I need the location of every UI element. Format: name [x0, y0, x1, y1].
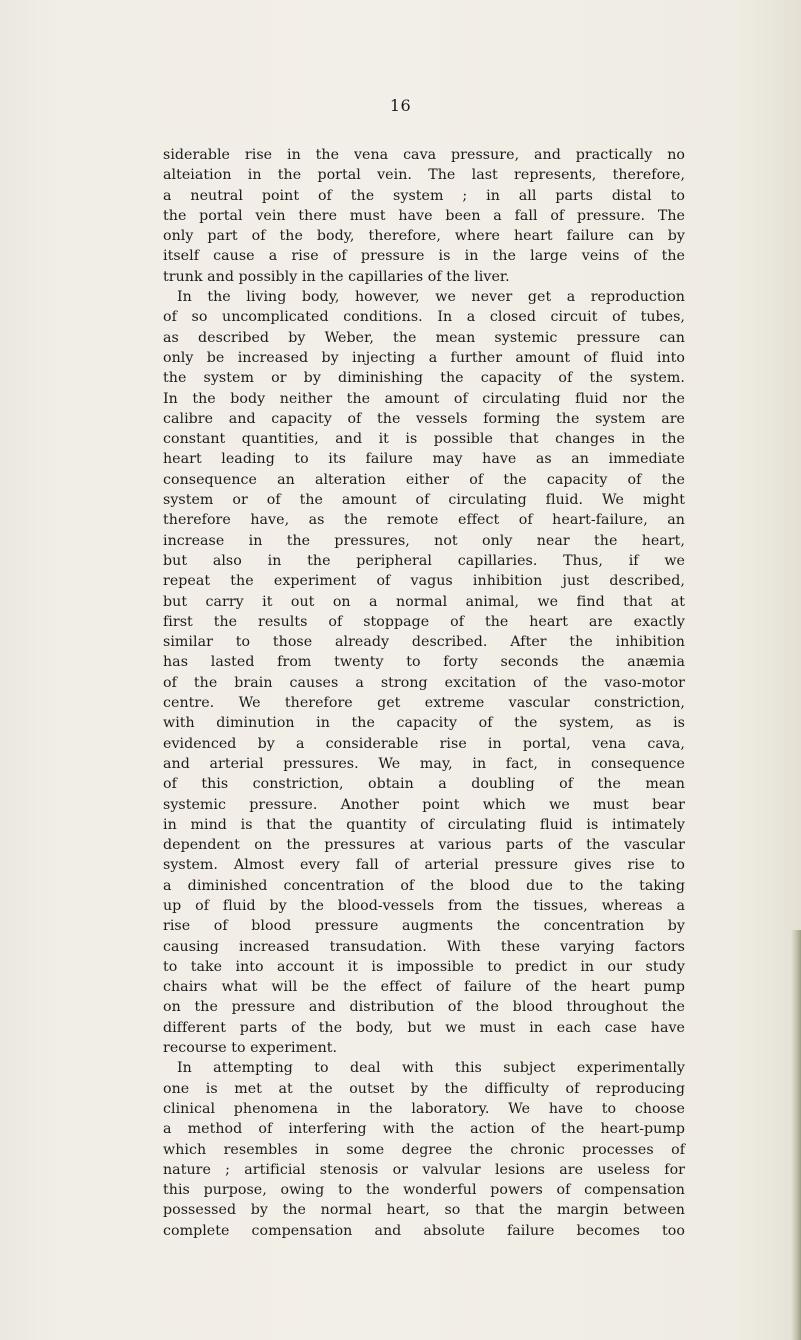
text-line: only part of the body, therefore, where heart failure can by	[163, 228, 685, 245]
text-line: a neutral point of the system ; in all parts distal to	[163, 187, 685, 204]
text-line: up of fluid by the blood-vessels from the tissues, whereas a	[163, 897, 685, 914]
text-line: to take into account it is impossible to predict in our study	[163, 958, 685, 975]
text-line: as described by Weber, the mean systemic pressure can	[163, 329, 685, 346]
text-line: a diminished concentration of the blood due to the taking	[163, 877, 685, 894]
text-line: and arterial pressures. We may, in fact, in consequence	[163, 755, 685, 772]
text-line: consequence an alteration either of the capacity of the	[163, 471, 685, 488]
text-line: siderable rise in the vena cava pressure, and practically no	[163, 147, 685, 163]
text-line: the system or by diminishing the capacity of the system.	[163, 370, 685, 387]
text-line: but also in the peripheral capillaries. Thus, if we	[163, 552, 685, 569]
text-line: with diminution in the capacity of the system, as is	[163, 715, 685, 732]
text-line: causing increased transudation. With these varying factors	[163, 938, 685, 955]
text-line: increase in the pressures, not only near the heart,	[163, 532, 685, 549]
text-line: nature ; artificial stenosis or valvular lesions are useless for	[163, 1161, 685, 1178]
text-line: this purpose, owing to the wonderful powers of compensation	[163, 1182, 685, 1199]
page-edge-shadow	[791, 930, 801, 1340]
text-line: has lasted from twenty to forty seconds the anæmia	[163, 654, 685, 671]
text-line: dependent on the pressures at various parts of the vascular	[163, 837, 685, 854]
text-line: system. Almost every fall of arterial pressure gives rise to	[163, 857, 685, 874]
text-line: itself cause a rise of pressure is in the large veins of the	[163, 248, 685, 265]
text-line: centre. We therefore get extreme vascular constriction,	[163, 695, 685, 712]
text-line: complete compensation and absolute failure becomes too	[163, 1222, 685, 1239]
text-line: first the results of stoppage of the heart are exactly	[163, 613, 685, 630]
text-line: of the brain causes a strong excitation of the vaso-motor	[163, 674, 685, 691]
text-line: in mind is that the quantity of circulating fluid is intimately	[163, 816, 685, 833]
text-line: alteiation in the portal vein. The last represents, therefore,	[163, 167, 685, 184]
text-line: the portal vein there must have been a fall of pressure. The	[163, 207, 685, 224]
text-line: of this constriction, obtain a doubling of the mean	[163, 776, 685, 793]
text-line: constant quantities, and it is possible that changes in the	[163, 431, 685, 448]
text-line: only be increased by injecting a further amount of fluid into	[163, 349, 685, 366]
text-line: repeat the experiment of vagus inhibition just described,	[163, 573, 685, 590]
text-line: a method of interfering with the action of the heart-pump	[163, 1121, 685, 1138]
text-line: possessed by the normal heart, so that the margin between	[163, 1202, 685, 1219]
text-line: one is met at the outset by the difficulty of reproducing	[163, 1080, 685, 1097]
page-number: 16	[389, 96, 412, 115]
text-line: similar to those already described. After the inhibition	[163, 634, 685, 651]
text-line: calibre and capacity of the vessels forming the system are	[163, 410, 685, 427]
text-line: but carry it out on a normal animal, we find that at	[163, 593, 685, 610]
text-line: system or of the amount of circulating fluid. We might	[163, 492, 685, 509]
text-line: trunk and possibly in the capillaries of the liver.	[163, 268, 510, 285]
text-line: In the body neither the amount of circulating fluid nor the	[163, 390, 685, 407]
text-line: on the pressure and distribution of the blood throughout the	[163, 999, 685, 1016]
text-line: which resembles in some degree the chronic processes of	[163, 1141, 685, 1158]
text-line: In attempting to deal with this subject experimentally	[177, 1060, 685, 1077]
text-line: rise of blood pressure augments the concentration by	[163, 918, 685, 935]
text-line: clinical phenomena in the laboratory. We have to choose	[163, 1100, 685, 1117]
text-line: recourse to experiment.	[163, 1040, 338, 1057]
text-line: therefore have, as the remote effect of heart-failure, an	[163, 512, 685, 529]
text-line: of so uncomplicated conditions. In a closed circuit of tubes,	[163, 309, 685, 326]
text-line: chairs what will be the effect of failure of the heart pump	[163, 979, 685, 996]
text-line: evidenced by a considerable rise in portal, vena cava,	[163, 735, 685, 752]
text-line: systemic pressure. Another point which we must bear	[163, 796, 685, 813]
text-line: different parts of the body, but we must in each case have	[163, 1019, 685, 1036]
body-text	[163, 145, 685, 1241]
text-line: In the living body, however, we never get a reproduction	[177, 289, 685, 306]
text-line: heart leading to its failure may have as an immediate	[163, 451, 685, 468]
